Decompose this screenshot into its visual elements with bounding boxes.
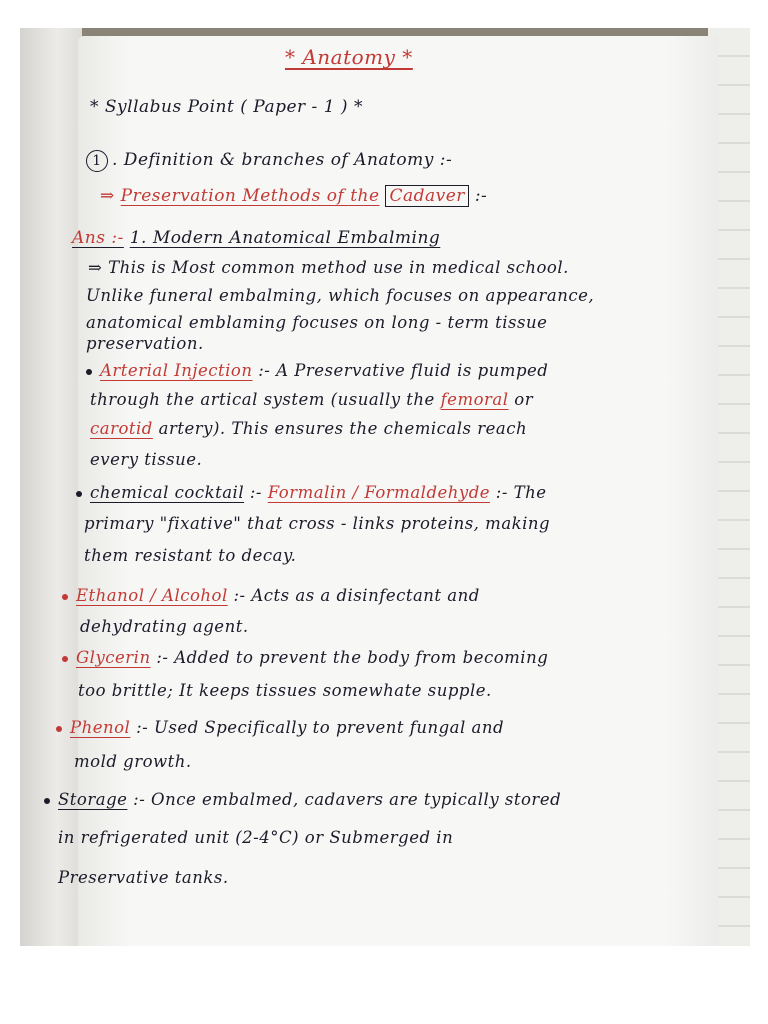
storage-line-3: Preservative tanks. [58, 868, 229, 887]
bullet-icon [62, 594, 68, 600]
bullet-icon [62, 656, 68, 662]
arterial-injection-line-3: carotid artery). This ensures the chemicals reach [90, 419, 528, 438]
phenol-line-2: mold growth. [74, 752, 192, 771]
arterial-injection-line-1: Arterial Injection :- A Preservative fluid is pumped [86, 363, 548, 380]
bullet-icon [56, 726, 62, 732]
bullet-icon [76, 491, 82, 497]
chemical-cocktail-line-2: primary "fixative" that cross - links proteins, making [84, 514, 551, 533]
arterial-injection-line-4: every tissue. [90, 450, 203, 469]
arterial-injection-line-2: through the artical system (usually the femoral or [90, 390, 534, 409]
chemical-cocktail-line-1: chemical cocktail :- Formalin / Formaldehyde :- The [76, 485, 547, 502]
answer-heading: Ans :- 1. Modern Anatomical Embalming [72, 228, 441, 248]
intro-line-4: preservation. [86, 334, 204, 353]
ethanol-line-2: dehydrating agent. [80, 617, 249, 636]
storage-line-2: in refrigerated unit (2-4°C) or Submerged in [58, 828, 454, 847]
intro-line-1: ⇒ This is Most common method use in medical school. [88, 258, 569, 277]
page-title: * Anatomy * [285, 45, 413, 69]
glycerin-line-1: Glycerin :- Added to prevent the body from becoming [62, 650, 548, 667]
question-1: 1 . Definition & branches of Anatomy :- [86, 150, 452, 172]
ethanol-line-1: Ethanol / Alcohol :- Acts as a disinfectant and [62, 588, 480, 605]
syllabus-heading: * Syllabus Point ( Paper - 1 ) * [90, 97, 363, 117]
bullet-icon [44, 798, 50, 804]
intro-line-2: Unlike funeral embalming, which focuses on appearance, [86, 286, 595, 305]
bullet-icon [86, 369, 92, 375]
subheading-preservation: ⇒ Preservation Methods of the Cadaver :- [100, 186, 488, 206]
intro-line-3: anatomical emblaming focuses on long - term tissue [86, 313, 548, 332]
chemical-cocktail-line-3: them resistant to decay. [84, 546, 297, 565]
storage-line-1: Storage :- Once embalmed, cadavers are typically stored [44, 792, 561, 809]
glycerin-line-2: too brittle; It keeps tissues somewhate supple. [78, 681, 492, 700]
phenol-line-1: Phenol :- Used Specifically to prevent fungal and [56, 720, 504, 737]
